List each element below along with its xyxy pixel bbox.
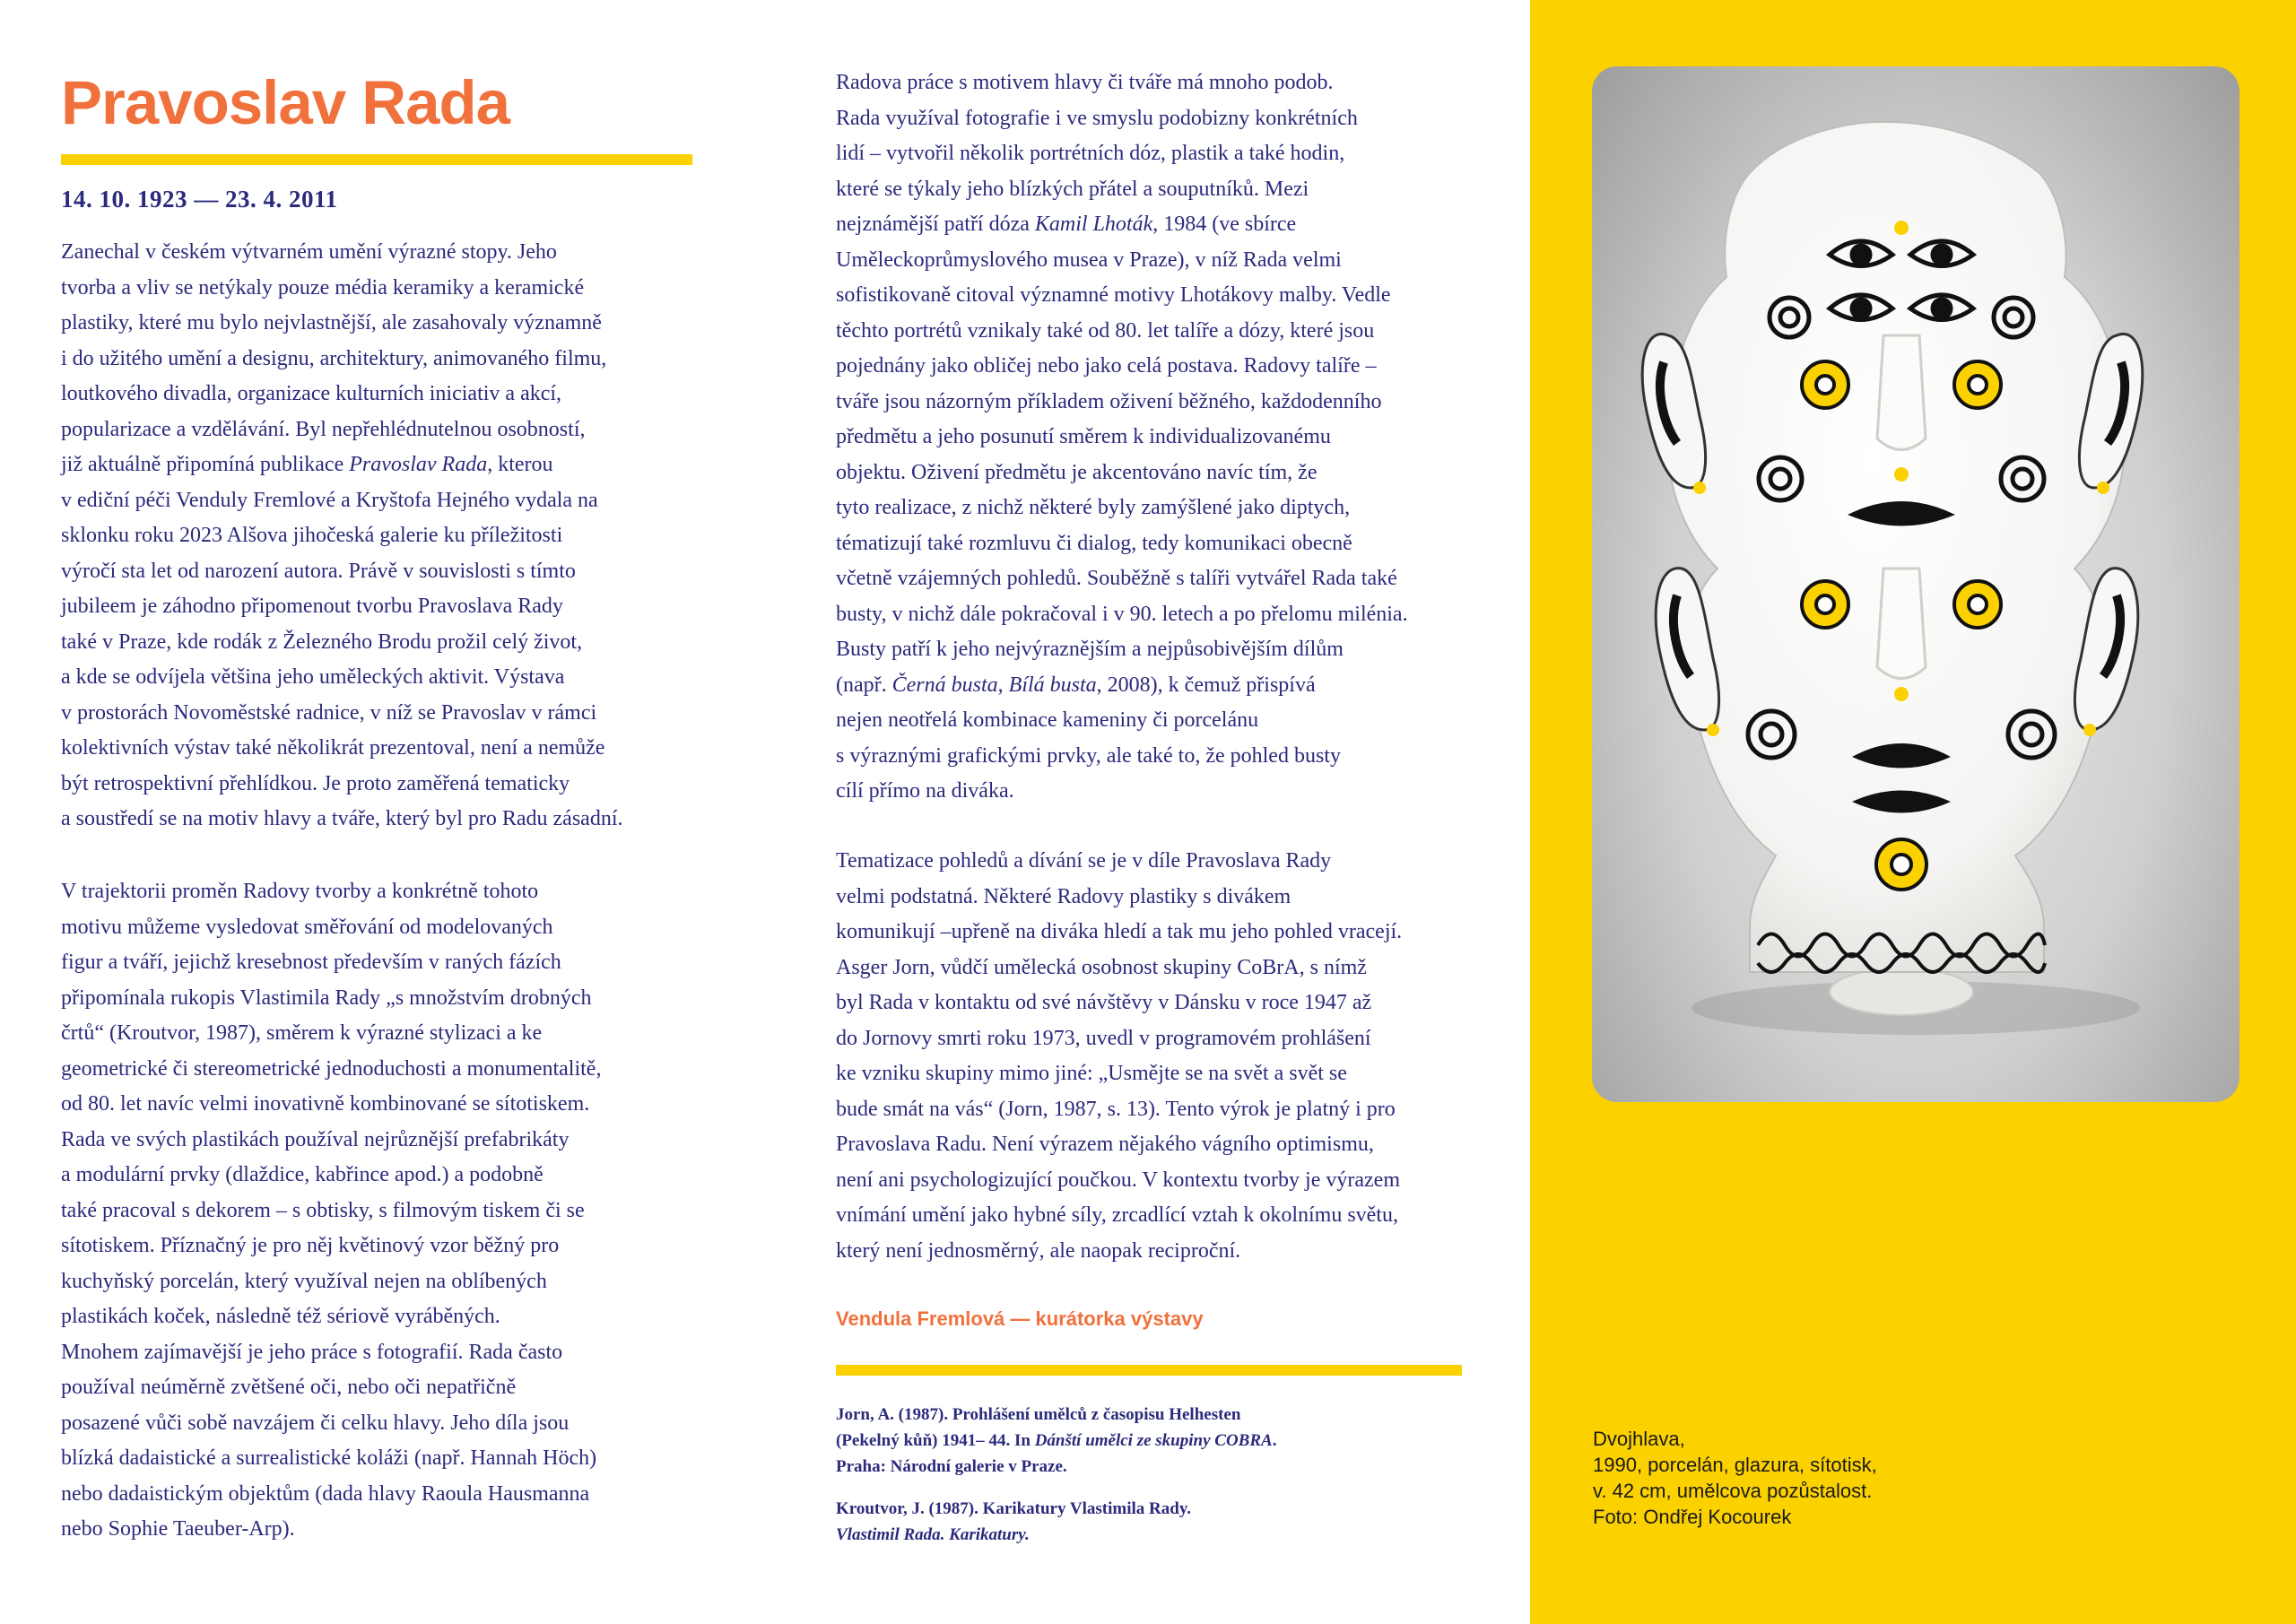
text-line: plastikách koček, následně též sériově vyráběných.: [61, 1305, 500, 1328]
text-line: připomínala rukopis Vlastimila Rady „s množstvím drobných: [61, 986, 592, 1010]
text-line: Praha: Národní galerie v Praze.: [836, 1457, 1067, 1476]
text-line: tvorba a vliv se netýkaly pouze média keramiky a keramické: [61, 275, 585, 300]
text-line: popularizace a vzdělávání. Byl nepřehlédnutelnou osobností,: [61, 417, 586, 441]
text-line: který není jednosměrný, ale naopak reciproční.: [836, 1238, 1241, 1263]
text-line: vnímání umění jako hybné síly, zrcadlící vztah k okolnímu světu,: [836, 1203, 1398, 1227]
column1-paragraph2: [61, 874, 701, 1548]
text-line: objektu. Oživení předmětu je akcentováno navíc tím, že: [836, 460, 1318, 484]
text-line: Kroutvor, J. (1987). Karikatury Vlastimila Rady.: [836, 1499, 1192, 1518]
photo-caption: [1593, 1426, 1877, 1530]
text-line: v prostorách Novoměstské radnice, v níž se Pravoslav v rámci: [61, 700, 597, 725]
curator-underline: [836, 1365, 1462, 1376]
text-line: Dvojhlava,: [1593, 1428, 1685, 1450]
text-line: velmi podstatná. Některé Radovy plastiky s divákem: [836, 884, 1292, 908]
text-line: v ediční péči Venduly Fremlové a Kryštofa Hejného vydala na: [61, 488, 598, 512]
text-line: i do užitého umění a designu, architektury, animovaného filmu,: [61, 346, 607, 370]
text-segment: (Pekelný kůň) 1941– 44. In: [836, 1431, 1035, 1450]
text-line: předmětu a jeho posunutí směrem k individualizovanému: [836, 425, 1331, 448]
text-line: 1990, porcelán, glazura, sítotisk,: [1593, 1454, 1877, 1476]
curator-signature: Vendula Fremlová — kurátorka výstavy: [836, 1307, 1204, 1330]
text-line: včetně vzájemných pohledů. Souběžně s talíři vytvářel Rada také: [836, 567, 1397, 590]
text-line: a soustředí se na motiv hlavy a tváře, který byl pro Radu zásadní.: [61, 807, 623, 830]
text-segment: , kterou: [487, 453, 553, 476]
text-line: kuchyňský porcelán, který využíval nejen na oblíbených: [61, 1269, 547, 1293]
text-line: motivu můžeme vysledovat směřování od modelovaných: [61, 915, 553, 939]
text-line: kolektivních výstav také několikrát prezentoval, není a nemůže: [61, 736, 605, 760]
text-line: také pracoval s dekorem – s obtisky, s filmovým tiskem či se: [61, 1198, 585, 1222]
text-line: lidí – vytvořil několik portrétních dóz, plastik a také hodin,: [836, 142, 1345, 165]
text-segment: .: [1272, 1431, 1277, 1450]
text-line: tématizují také rozmluvu či dialog, tedy komunikaci obecně: [836, 531, 1352, 555]
text-line: nebo dadaistickým objektům (dada hlavy Raoula Hausmanna: [61, 1481, 590, 1506]
text-line: figur a tváří, jejichž kresebnost především v raných fázích: [61, 951, 561, 974]
text-line: [836, 207, 1483, 243]
text-line: v. 42 cm, umělcova pozůstalost.: [1593, 1480, 1873, 1502]
text-line: také v Praze, kde rodák z Železného Brodu prožil celý život,: [61, 630, 583, 654]
text-line: črtů“ (Kroutvor, 1987), směrem k výrazné stylizaci a ke: [61, 1021, 543, 1045]
column2-paragraph1: [836, 65, 1483, 810]
text-line: busty, v nichž dále pokračoval i v 90. letech a po přelomu milénia.: [836, 602, 1408, 626]
text-line: nejen neotřelá kombinace kameniny či porcelánu: [836, 708, 1259, 732]
text-line: a kde se odvíjela většina jeho uměleckých aktivit. Výstava: [61, 665, 565, 689]
text-line: není ani psychologizující poučkou. V kontextu tvorby je výrazem: [836, 1168, 1400, 1192]
text-line: Rada využíval fotografie i ve smyslu podobizny konkrétních: [836, 106, 1358, 130]
text-line: Uměleckoprůmyslového musea v Praze), v níž Rada velmi: [836, 248, 1342, 272]
text-line: do Jornovy smrti roku 1973, uvedl v programovém prohlášení: [836, 1026, 1371, 1050]
double-head-sculpture-illustration: [1592, 66, 2239, 1102]
text-line: sofistikovaně citoval významné motivy Lhotákovy malby. Vedle: [836, 283, 1391, 307]
italic-text: Kamil Lhoták: [1034, 213, 1153, 236]
text-line: a modulární prvky (dlaždice, kabřince apod.) a podobně: [61, 1163, 544, 1186]
text-line: V trajektorii proměn Radovy tvorby a konkrétně tohoto: [61, 880, 539, 903]
text-line: tyto realizace, z nichž některé byly zamýšlené jako diptych,: [836, 496, 1351, 519]
text-line: sklonku roku 2023 Alšova jihočeská galerie ku příležitosti: [61, 524, 563, 547]
title-underline: [61, 154, 692, 165]
text-line: Radova práce s motivem hlavy či tváře má mnoho podob.: [836, 71, 1334, 94]
text-line: posazené vůči sobě navzájem či celku hlavy. Jeho díla jsou: [61, 1411, 570, 1435]
text-line: výročí sta let od narození autora. Právě v souvislosti s tímto: [61, 559, 576, 583]
text-line: plastiky, které mu bylo nejvlastnější, ale zasahovaly významně: [61, 311, 602, 334]
text-line: být retrospektivní přehlídkou. Je proto zaměřená tematicky: [61, 771, 570, 795]
italic-text: Bílá busta: [1008, 673, 1097, 697]
text-line: které se týkaly jeho blízkých přátel a souputníků. Mezi: [836, 177, 1309, 201]
text-line: Foto: Ondřej Kocourek: [1593, 1506, 1792, 1528]
text-line: Rada ve svých plastikách používal nejrůznější prefabrikáty: [61, 1127, 570, 1151]
text-segment: , 1984 (ve sbírce: [1152, 213, 1297, 236]
text-segment: , 2008), k čemuž přispívá: [1096, 673, 1316, 697]
text-segment: již aktuálně připomíná publikace: [61, 453, 350, 476]
text-line: bude smát na vás“ (Jorn, 1987, s. 13). Tento výrok je platný i pro: [836, 1097, 1396, 1121]
reference-kroutvor: [836, 1496, 1191, 1548]
text-segment: nejznámější patří dóza: [836, 213, 1035, 236]
text-line: Mnohem zajímavější je jeho práce s fotografií. Rada často: [61, 1340, 563, 1364]
italic-text: Černá busta: [891, 673, 998, 697]
text-line: jubileem je záhodno připomenout tvorbu Pravoslava Rady: [61, 595, 563, 618]
text-line: komunikují –upřeně na diváka hledí a tak mu jeho pohled vracejí.: [836, 920, 1403, 943]
page-title: Pravoslav Rada: [61, 68, 509, 137]
text-line: s výraznými grafickými prvky, ale také to, že pohled busty: [836, 743, 1341, 768]
column1-paragraph1: [61, 235, 701, 838]
text-line: Zanechal v českém výtvarném umění výrazné stopy. Jeho: [61, 240, 557, 264]
text-line: [836, 1522, 1191, 1548]
reference-jorn: [836, 1402, 1276, 1480]
text-line: Pravoslava Radu. Není výrazem nějakého vágního optimismu,: [836, 1133, 1374, 1156]
italic-text: Pravoslav Rada: [349, 453, 488, 476]
text-line: [61, 447, 701, 483]
text-line: cílí přímo na diváka.: [836, 779, 1014, 803]
text-line: byl Rada v kontaktu od své návštěvy v Dánsku v roce 1947 až: [836, 991, 1372, 1014]
text-line: těchto portrétů vznikaly také od 80. let talíře a dózy, které jsou: [836, 318, 1375, 343]
text-line: [836, 1428, 1276, 1454]
text-line: blízká dadaistické a surrealistické koláži (např. Hannah Höch): [61, 1446, 597, 1470]
text-line: nebo Sophie Taeuber-Arp).: [61, 1517, 295, 1541]
text-line: Tematizace pohledů a dívání se je v díle Pravoslava Rady: [836, 849, 1332, 873]
text-line: Jorn, A. (1987). Prohlášení umělců z časopisu Helhesten: [836, 1405, 1241, 1424]
text-line: Busty patří k jeho nejvýraznějším a nejpůsobivějším dílům: [836, 638, 1344, 661]
text-segment: (např.: [836, 673, 892, 697]
italic-text: Vlastimil Rada. Karikatury.: [836, 1525, 1030, 1544]
text-line: pojednány jako obličej nebo jako celá postava. Radovy talíře –: [836, 354, 1377, 378]
life-dates: 14. 10. 1923 — 23. 4. 2011: [61, 186, 338, 213]
text-line: loutkového divadla, organizace kulturních iniciativ a akcí,: [61, 382, 562, 405]
text-line: [836, 668, 1483, 704]
text-line: používal neúměrně zvětšené oči, nebo oči nepatřičně: [61, 1376, 517, 1399]
text-line: geometrické či stereometrické jednoduchosti a monumentalitě,: [61, 1056, 602, 1081]
italic-text: Dánští umělci ze skupiny COBRA: [1034, 1431, 1273, 1450]
text-line: sítotiskem. Příznačný je pro něj květinový vzor běžný pro: [61, 1234, 560, 1257]
text-line: ke vzniku skupiny mimo jiné: „Usmějte se na svět a svět se: [836, 1062, 1347, 1085]
text-line: od 80. let navíc velmi inovativně kombinované se sítotiskem.: [61, 1092, 590, 1116]
text-line: tváře jsou názorným příkladem oživení běžného, každodenního: [836, 389, 1382, 413]
column2-paragraph2: [836, 844, 1483, 1269]
text-line: Asger Jorn, vůdčí umělecká osobnost skupiny CoBrA, s nímž: [836, 955, 1367, 979]
artwork-photo: [1592, 66, 2239, 1102]
text-segment: ,: [997, 673, 1009, 697]
